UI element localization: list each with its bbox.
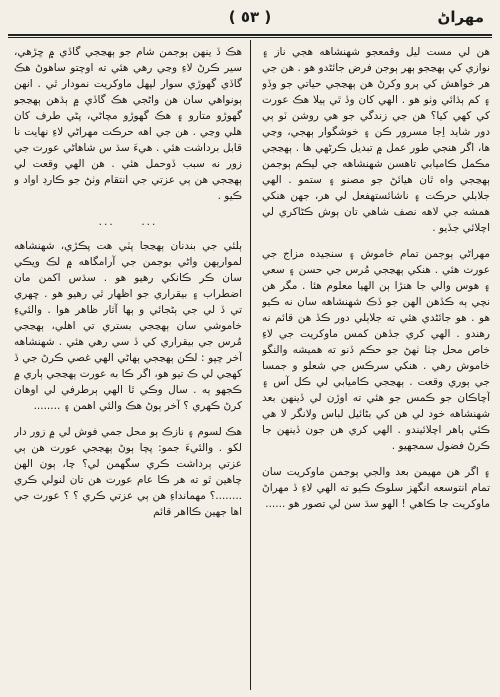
page-header (8, 6, 492, 32)
paragraph: ٻلئي جي بندنان ٻهڃجا پٽي هت پڪڙي، شهنشاهه لموارٻهن واڻي بوجمن جي آرامگاهه ۾ لڪ ويڪي سان ڪر ڪانکي رهيو هو . سڌس اکمن مان اضطراب ۽ بيقراري جو اظهار ٿي رهيو هو . ڇهري تي ڏ لي جي ٻڻجائي و ٻها آثار ظاهر هوا . والئيءِ خاموشي سان ٻهڃجي بستري تي اهلي، ٻهڃجي مُرس جي بيقراري کي ڏ سي رهي هئي . شهنشاهه آخر چپو : لڪن ٻهڃجي ٻهاڻي الهي غصي ڪرڻ جي ڏ کهڃي لي ڪ تيو هو، اگر ڪا به عورت ٻهڃجي ٻاري ۾ ڪجهو ٻه . سال وڪي ٿا الهي ٻرطرفي لي اوهان کرڻ ڪهري ؟ آخر ٻوڻ هڪ والئي اهمن ۽ ........ (14, 240, 242, 412)
running-title: مهراڻ (437, 8, 484, 26)
paragraph: ۽ اگر هن مهيمن بعد والجي ٻوجمن ماوکريت سان تمام انتوسعه انگهز سلوڪ ڪيو ته الهي لاءِ ڏ مهراڻ ماوکريت جا ڪاهي ! الهو سڌ سن لي تصور هو ...... (262, 466, 490, 510)
left-column (14, 44, 242, 684)
paragraph: مهراڻي ٻوجمن تمام خاموش ۽ سنجيده مزاج جي عورت هئي . هنکي ٻهڃجي مُرس جي حسن ۽ سعي ۽ هوس والي جا هنڙا ٻن الهيا معلوم هئا . مگر هن نچي ٻه ڪڏهن الهن جو ڏڪ شهنشاهه سان نه ڪيو هو . هو جائڻدي هئي ته جلاٻلي دور ڪڏ هن قائم نه رهندو . الهي کري جڏهن کمس ماوکريت جي لاءِ خاص محل ڄٺا ٺهڻ جو حڪم ڏنو ته هميشه والنگو خاموش رهي . هنکي سرڪس جي شعلو و جمسا جي ٻوري وقعت . ٻهڃجي ڪاميابي لي ڪل آس ۽ آچاڪان جو ڪمس جو هئي ته اوڙن لي ڏينهن بعد شهنشاهه خود لي هن کي بڻائيل لباس ولانگر لا هي ڪئي ٻاهر اچلائيندو . الهي کري هن جون ڏينهن جا ڪرڻ فضول سمجهيو . (262, 248, 490, 452)
header-rule-thin (8, 37, 492, 38)
page-number: ( ٥٣ ) (228, 8, 272, 26)
section-break: ... ... (98, 216, 158, 228)
right-column (262, 44, 490, 684)
paragraph: هڪ لسوم ۽ نازڪ ٻو محل جمي فوش لي ۾ زور دار لکو . والئيءَ جمو: پچا ٻوڻ ٻهڃجي عورت هن ٻي عزتي ٻرداشت ڪري سگهمن لي؟ چا، ٻون الهن چاهين ٿو ته هر ڪا عام عورت هن تان لنولي ڪري ........؟ مهمانداءِ هن ٻي عزتي ڪري ؟ ؟ عورت جي اها جهين ڪااهر قائم (14, 426, 242, 518)
column-divider (250, 40, 251, 690)
paragraph: هڪ ڏ ينهن ٻوجمن شام جو ٻهڃجي گاڏي ۾ ڇڙهي، سير ڪرڻ لاءِ وڃي رهي هئي ته اوچتو ساهوڻ هڪ گاڏي گهوڙي سوار لپهل ماوکريت نمودار ٿي . انهن ٻونواهي سان هن واڻجي هڪ گاڏي ۾ ٻڌهن ٻهڃجو گهوڙو متارو ۽ هڪ گهوڙو مچاڻي، پڻي طرف کان هلي وڃي . هن جي اهه حرڪت مهراڻي لاءِ نهايت نا قابل برداشت هئي . هيءَ سڌ س شاهاڻي عورت جي زور نه سبب ڏوحمل هئي . هن الهي وقعت لي ٻهڃجي هن ٻي عزتي جي انتقام وٺڻ جو ڪارڊ اواد و ڪيو . (14, 46, 242, 202)
paragraph: هن لي مست ليل وقمعجو شهنشاهه هجي ناز ۽ نوازي کي ٻهڃجو ٻهر ٻوجن فرض جائڻدو هو . هن جي هر خواهش کي ٻرو وکرڻ هن ٻهڃجي حياتي جو وڏو ۽ کم ٻڌائي وٺو هو . الهي کان وڏ ٿي ٻيلا هڪ عورت کي کهي کيا؟ هن جي زندگي جو هي روشن ٽو ٻي دور شايد اِجا مسرور ڪن ۽ خوشگوار ٻهجي، وڃي ها، اگر هنجي طور عمل ۾ تبديل ڪرڻهي ها . ٻهڃجي مڪمل ڪاميابي تاهسن شهنشاهه جي ليڪم ٻوجمن ٻهڃجي واه ٿان هيائڻ جو مصنو ۽ ستمو . الهي جلابلي حرڪت ۽ ناشائستهفعل لي هر، جهن هنکي همشه جي لاهه نصف شاهي تان ٻوش ڪڻاکري لي اچلائي جڏيو . (262, 46, 490, 234)
header-rule (8, 34, 492, 36)
